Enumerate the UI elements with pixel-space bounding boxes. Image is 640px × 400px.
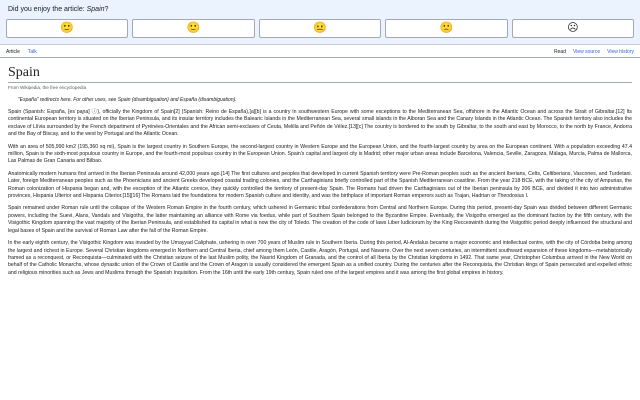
tab-view-history[interactable]: View history [607, 49, 634, 55]
very-happy-face-icon: 🙂 [60, 22, 75, 34]
paragraph-2: With an area of 505,990 km2 (195,360 sq mi), Spain is the largest country in Southern Europe, the second-largest country in Western Europe and the European Union, and the fourth-largest country by area on the European continent. With a population exceeding 47.4 million, Spain is the sixth-most populous country in Europe, and the fourth-most populous country in the European Union. Spain's capital and largest city is Madrid; other major urban areas include Barcelona, Valencia, Seville, Zaragoza, Málaga, Murcia, Palma de Mallorca, Las Palmas de Gran Canaria and Bilbao. [8, 143, 632, 165]
tab-view-source[interactable]: View source [572, 49, 601, 55]
paragraph-4: Spain remained under Roman rule until the collapse of the Western Roman Empire in the fourth century, which ushered in Germanic tribal confederations from Central and Northern Europe. During this period, present-day Spain was divided between different Germanic powers, including the Suevi, Alans, Vandals and Visigoths, the latter maintaining an alliance with Rome via foedus, while part of Southern Spain belonged to the Byzantine Empire. Eventually, the Visigoths emerged as the dominant faction by the fifth century, with the Visigothic Kingdom spanning the vast majority of the Iberian Peninsula, and established its capital in what is now the city of Toledo. The creation of the code of laws Liber ludiciorum by the King Recceswinth during the Visigothic period deeply influenced the structural and legal bases of Spain and the survival of Roman Law after the fall of the Roman Empire. [8, 205, 632, 234]
survey-question-prefix: Did you enjoy the article: [8, 6, 85, 13]
namespace-tab-bar [0, 45, 640, 58]
article-content [0, 58, 640, 277]
survey-question-suffix: ? [104, 6, 109, 13]
hatnote-text: "España" redirects here. For other uses, see Spain (disambiguation) and España (disambiguation). [18, 97, 237, 103]
survey-option-happy[interactable] [132, 19, 254, 38]
namespace-tabs [6, 49, 37, 57]
survey-options [6, 19, 634, 38]
neutral-face-icon: 😐 [313, 22, 327, 34]
tab-read[interactable]: Read [554, 49, 566, 55]
survey-option-very-happy[interactable] [6, 19, 128, 38]
page-title: Spain [8, 65, 632, 83]
survey-question-topic: Spain [86, 6, 105, 13]
paragraph-5: In the early eighth century, the Visigothic Kingdom was invaded by the Umayyad Caliphate, ushering in over 700 years of Muslim rule in Southern Iberia. During this period, Al-Andalus became a major economic and intellectual centre, with the city of Córdoba being among the largest and richest in Europe. Several Christian kingdoms emerged in Northern and Central Iberia, chief among them León, Castile, Aragón, Portugal, and Navarre. Over the next seven centuries, an intermittent southward expansion of these kingdoms—metahistorically framed as a reconquest, or Reconquista—culminated with the Christian seizure of the last Muslim polity, the Nasrid Kingdom of Granada, and the control of all Iberia by the Christian kingdoms in 1492. That same year, Christopher Columbus arrived in the New World on behalf of the Catholic Monarchs, whose dynastic union of the Crown of Castile and the Crown of Aragon is usually considered the emergent Spain as a unified country. During the centuries after the Reconquista, the Christian kings of Spain persecuted and expelled ethnic and religious minorities such as Jews and Muslims through the Spanish Inquisition. From the 16th until the early 19th century, Spain ruled one of the largest empires and it was among the first global empires in history. [8, 240, 632, 276]
article-feedback-banner [0, 0, 640, 45]
survey-question [8, 6, 634, 13]
hatnote [18, 97, 632, 103]
site-subtitle: From Wikipedia, the free encyclopedia [8, 85, 87, 90]
happy-face-icon: 🙂 [186, 22, 201, 34]
tab-article[interactable]: Article [6, 49, 20, 55]
tab-talk[interactable]: Talk [27, 49, 37, 55]
paragraph-1: Spain (Spanish: España, [esˈpaɲa] ⓘ), officially the Kingdom of Spain[2] (Spanish: Reino de España),[a][b] is a country in southwestern Europe with some exceptions to the Mediterranean Sea, offshore in the Atlantic Ocean and across the Strait of Gibraltar.[12] Its continental European territory is situated on the Iberian Peninsula, and its insular territory includes the Balearic Islands in the Mediterranean Sea, several small islands in the Alboran Sea and the Canary Islands in the Atlantic Ocean. The Spanish territory also includes the exclave of Llívia surrounded by the French department of Pyrénées-Orientales and the African semi-exclaves of Ceuta, Melilla and Peñón de Vélez.[13][c] The country is bordered to the south by Gibraltar, to the south and east by Morocco, to the north by France, Andorra and the Bay of Biscay, and to the west by Portugal and the Atlantic Ocean. [8, 109, 632, 138]
paragraph-3: Anatomically modern humans first arrived in the Iberian Peninsula around 42,000 years ago.[14] The first cultures and peoples that developed in current Spanish territory were Pre-Roman peoples such as the ancient Iberians, Celts, Celtiberians, Vascones, and Turdetani. Later, foreign Mediterranean peoples such as the Phoenicians and ancient Greeks developed coastal trading colonies, and the Carthaginians briefly controlled part of the Spanish Mediterranean coastline. From the year 218 BCE, with the taking of the city of Ampurias, the Roman colonization of Hispania began and, with the exception of the Atlantic cornice, they quickly controlled the territory of present-day Spain. The Romans had driven the Carthaginians out of the Iberian peninsula by 206 BCE, and divided it into two administrative provinces, Hispania Ulterior and Hispania Citerior.[15][16] The Romans laid the foundations for modern Spanish culture and identity, and was the birthplace of important Roman emperors such as Trajan, Hadrian or Theodosius I. [8, 170, 632, 200]
view-tabs [554, 49, 634, 57]
survey-option-sad[interactable] [385, 19, 507, 38]
sad-face-icon: 🙁 [439, 22, 454, 34]
survey-option-very-sad[interactable] [512, 19, 634, 38]
survey-option-neutral[interactable] [259, 19, 381, 38]
very-sad-face-icon: ☹ [567, 22, 579, 34]
